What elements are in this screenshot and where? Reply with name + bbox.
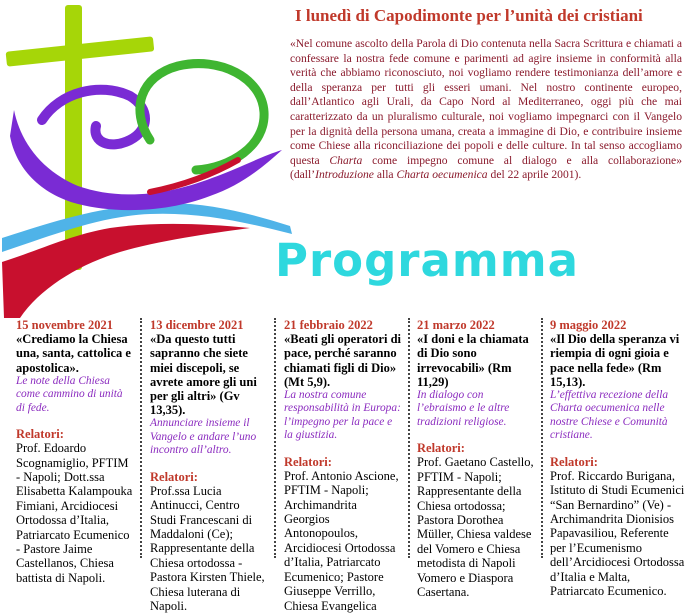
event-theme: «Da questo tutti sapranno che siete miei discepoli, se avrete amore gli uni per gli altri» (Gv 13,35). (150, 332, 257, 418)
event-subtitle: Annunciare insieme il Vangelo e andare l’uno incontro all’altro. (150, 417, 257, 457)
intro-source-italic: Introduzione (315, 168, 374, 182)
event-column-3 (284, 318, 402, 613)
column-divider (140, 318, 142, 558)
relatori-heading: Relatori: (550, 454, 598, 469)
event-subtitle: In dialogo con l’ebraismo e le altre tradizioni religiose. (417, 389, 510, 428)
purple-dove-wing (42, 90, 145, 145)
event-theme: «Beati gli operatori di pace, perché saranno chiamati figli di Dio» (Mt 5,9). (284, 332, 401, 389)
intro-source-mid: alla (376, 168, 394, 182)
page-title: I lunedì di Capodimonte per l’unità dei cristiani (295, 6, 643, 25)
programma-heading: Programma (275, 234, 580, 287)
column-divider (274, 318, 276, 558)
event-column-2 (150, 318, 268, 614)
event-column-1 (16, 318, 134, 585)
ecumenical-cross-dove-logo (0, 0, 300, 320)
intro-charta: Charta (329, 153, 363, 167)
column-divider (408, 318, 410, 558)
event-theme: «Il Dio della speranza vi riempia di ogni gioia e pace nella fede» (Rm 15,13). (550, 332, 680, 389)
intro-text: «Nel comune ascolto della Parola di Dio contenuta nella Sacra Scrittura e chiamati a confessare la nostra fede comune e parimenti ad agire insieme in conformità alla verità che abbiamo riconosciuto, noi vogliamo rendere testimonianza dell’amore e della speranza per tutti gli esseri umani. Nel nostro continente europeo, dall’Atlantico agli Urali, da Capo Nord al Mediterraneo, oggi più che mai caratterizzato da un pluralismo culturale, noi vogliamo impegnarci con il Vangelo per la dignità della persona umana, creata a immagine di Dio, e contribuire insieme come Chiese alla riconciliazione dei popoli e delle culture. In tal senso accogliamo questa (290, 37, 682, 167)
relatori-list: Prof. Edoardo Scognamiglio, PFTIM - Napoli; Dott.ssa Elisabetta Kalampouka Fimiani, Arcidiocesi Ortodossa d’Italia, Patriarcato Ecumenico - Pastore Jaime Castellanos, Chiesa battista di Napoli. (16, 441, 133, 585)
intro-text-end: come impegno comune al dialogo e alla collaborazione» (372, 153, 683, 167)
event-date: 15 novembre 2021 (16, 318, 113, 332)
relatori-heading: Relatori: (150, 469, 198, 484)
intro-source-open: (dall’ (290, 168, 316, 182)
relatori-heading: Relatori: (417, 441, 465, 456)
event-column-4 (417, 318, 535, 600)
event-date: 21 febbraio 2022 (284, 318, 373, 332)
relatori-list: Prof. Antonio Ascione, PFTIM - Napoli; Archimandrita Georgios Antonopoulos, Arcidiocesi Ortodossa d’Italia, Patriarcato Ecumenico; Pastore Giuseppe Verrillo, Chiesa Evangelica (284, 468, 399, 613)
relatori-heading: Relatori: (16, 427, 64, 442)
relatori-list: Prof. Gaetano Castello, PFTIM - Napoli; Rappresentante della Chiesa ortodossa; Pastora Dorothea Müller, Chiesa valdese del Vomero e Chiesa metodista di Napoli Vomero e Diaspora Casertana. (417, 455, 534, 600)
event-theme: «I doni e la chiamata di Dio sono irrevocabili» (Rm 11,29) (417, 332, 529, 389)
event-subtitle: Le note della Chiesa come cammino di unità di fede. (16, 374, 123, 414)
event-subtitle: L’effettiva recezione della Charta oecumenica nelle nostre Chiese e Comunità cristiane. (550, 389, 669, 442)
event-date: 9 maggio 2022 (550, 318, 627, 332)
relatori-list: Prof. Riccardo Burigana, Istituto di Studi Ecumenici “San Bernardino” (Ve) - Archimandrita Dionisios Papavasiliou, Referente per l’Ecumenismo dell’Arcidiocesi Ortodossa d’Italia e Malta, Patriarcato Ecumenico. (550, 468, 685, 599)
relatori-heading: Relatori: (284, 454, 332, 469)
intro-source-charta: Charta oecumenica (396, 168, 488, 182)
column-divider (541, 318, 543, 558)
event-column-5 (550, 318, 686, 599)
event-date: 13 dicembre 2021 (150, 318, 244, 332)
event-theme: «Crediamo la Chiesa una, santa, cattolica e apostolica». (16, 332, 131, 375)
intro-quote (290, 37, 682, 183)
event-date: 21 marzo 2022 (417, 318, 495, 332)
green-arc (140, 64, 264, 170)
relatori-list: Prof.ssa Lucia Antinucci, Centro Studi Francescani di Maddaloni (Ce); Rappresentante della Chiesa ortodossa - Pastora Kirsten Thiele, Chiesa luterana di Napoli. (150, 483, 265, 614)
intro-source-close: del 22 aprile 2001). (490, 168, 582, 182)
event-subtitle: La nostra comune responsabilità in Europa: l’impegno per la pace e la giustizia. (284, 389, 401, 442)
